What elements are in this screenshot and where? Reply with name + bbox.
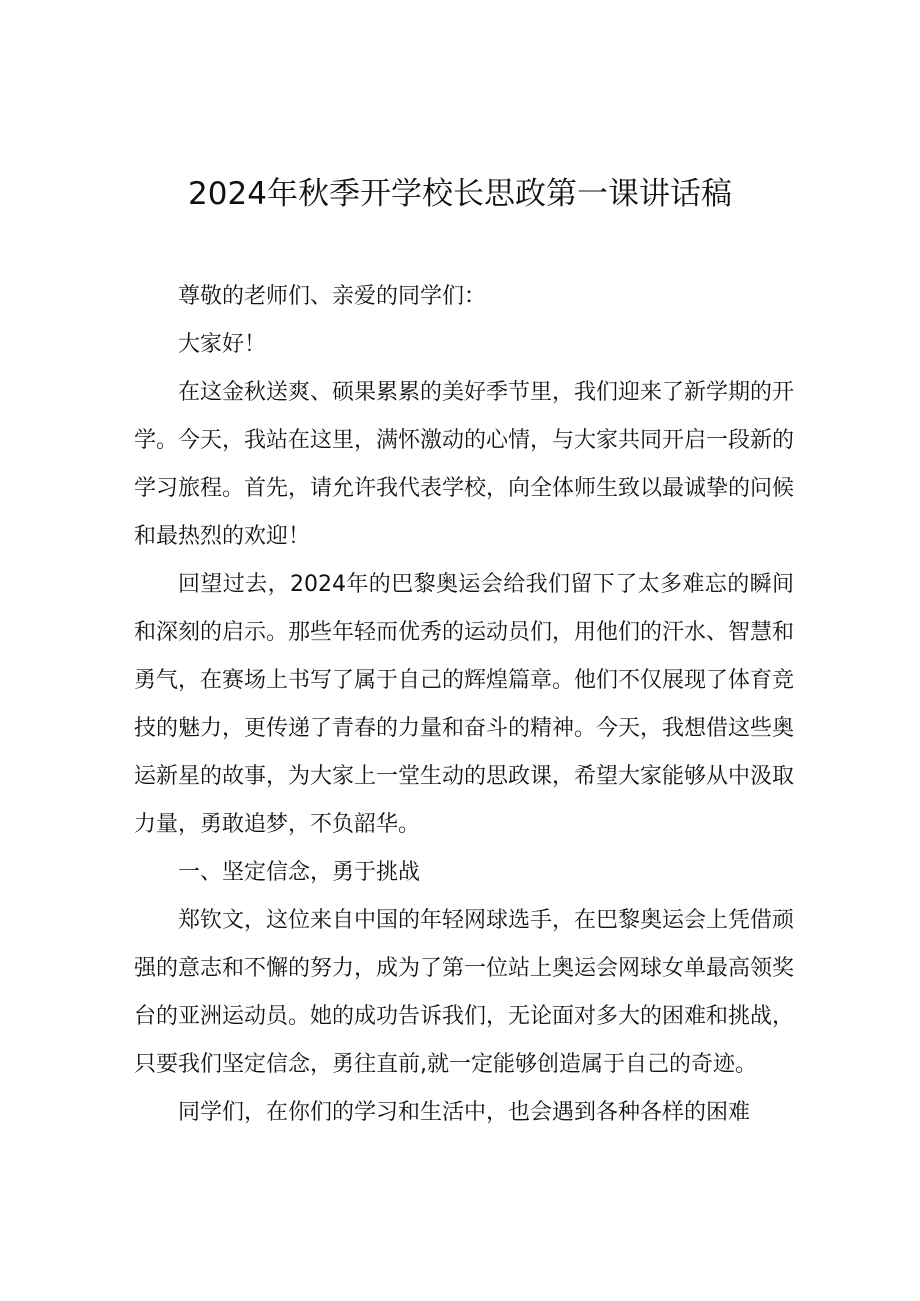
paragraph-olympics: 回望过去，2024年的巴黎奥运会给我们留下了太多难忘的瞬间和深刻的启示。那些年轻而优秀的运动员们，用他们的汗水、智慧和勇气，在赛场上书写了属于自己的辉煌篇章。他们不仅展现了体育竞技的魅力，更传递了青春的力量和奋斗的精神。今天，我想借这些奥运新星的故事，为大家上一堂生动的思政课，希望大家能够从中汲取力量，勇敢追梦，不负韶华。 — [134, 572, 795, 837]
paragraph-students: 同学们，在你们的学习和生活中，也会遇到各种各样的困难 — [178, 1100, 751, 1125]
document-body — [134, 273, 794, 1137]
section-heading-1: 一、坚定信念，勇于挑战 — [178, 860, 421, 885]
salutation: 尊敬的老师们、亲爱的同学们： — [178, 284, 487, 309]
document-title: 2024年秋季开学校长思政第一课讲话稿 — [188, 176, 732, 212]
paragraph-zheng-qinwen: 郑钦文，这位来自中国的年轻网球选手，在巴黎奥运会上凭借顽强的意志和不懈的努力，成为了第一位站上奥运会网球女单最高领奖台的亚洲运动员。她的成功告诉我们，无论面对多大的困难和挑战，只要我们坚定信念，勇往直前,就一定能够创造属于自己的奇迹。 — [134, 908, 795, 1077]
greeting: 大家好！ — [178, 332, 267, 357]
paragraph-opening: 在这金秋送爽、硕果累累的美好季节里，我们迎来了新学期的开学。今天，我站在这里，满怀激动的心情，与大家共同开启一段新的学习旅程。首先，请允许我代表学校，向全体师生致以最诚挚的问候和最热烈的欢迎！ — [134, 380, 795, 549]
